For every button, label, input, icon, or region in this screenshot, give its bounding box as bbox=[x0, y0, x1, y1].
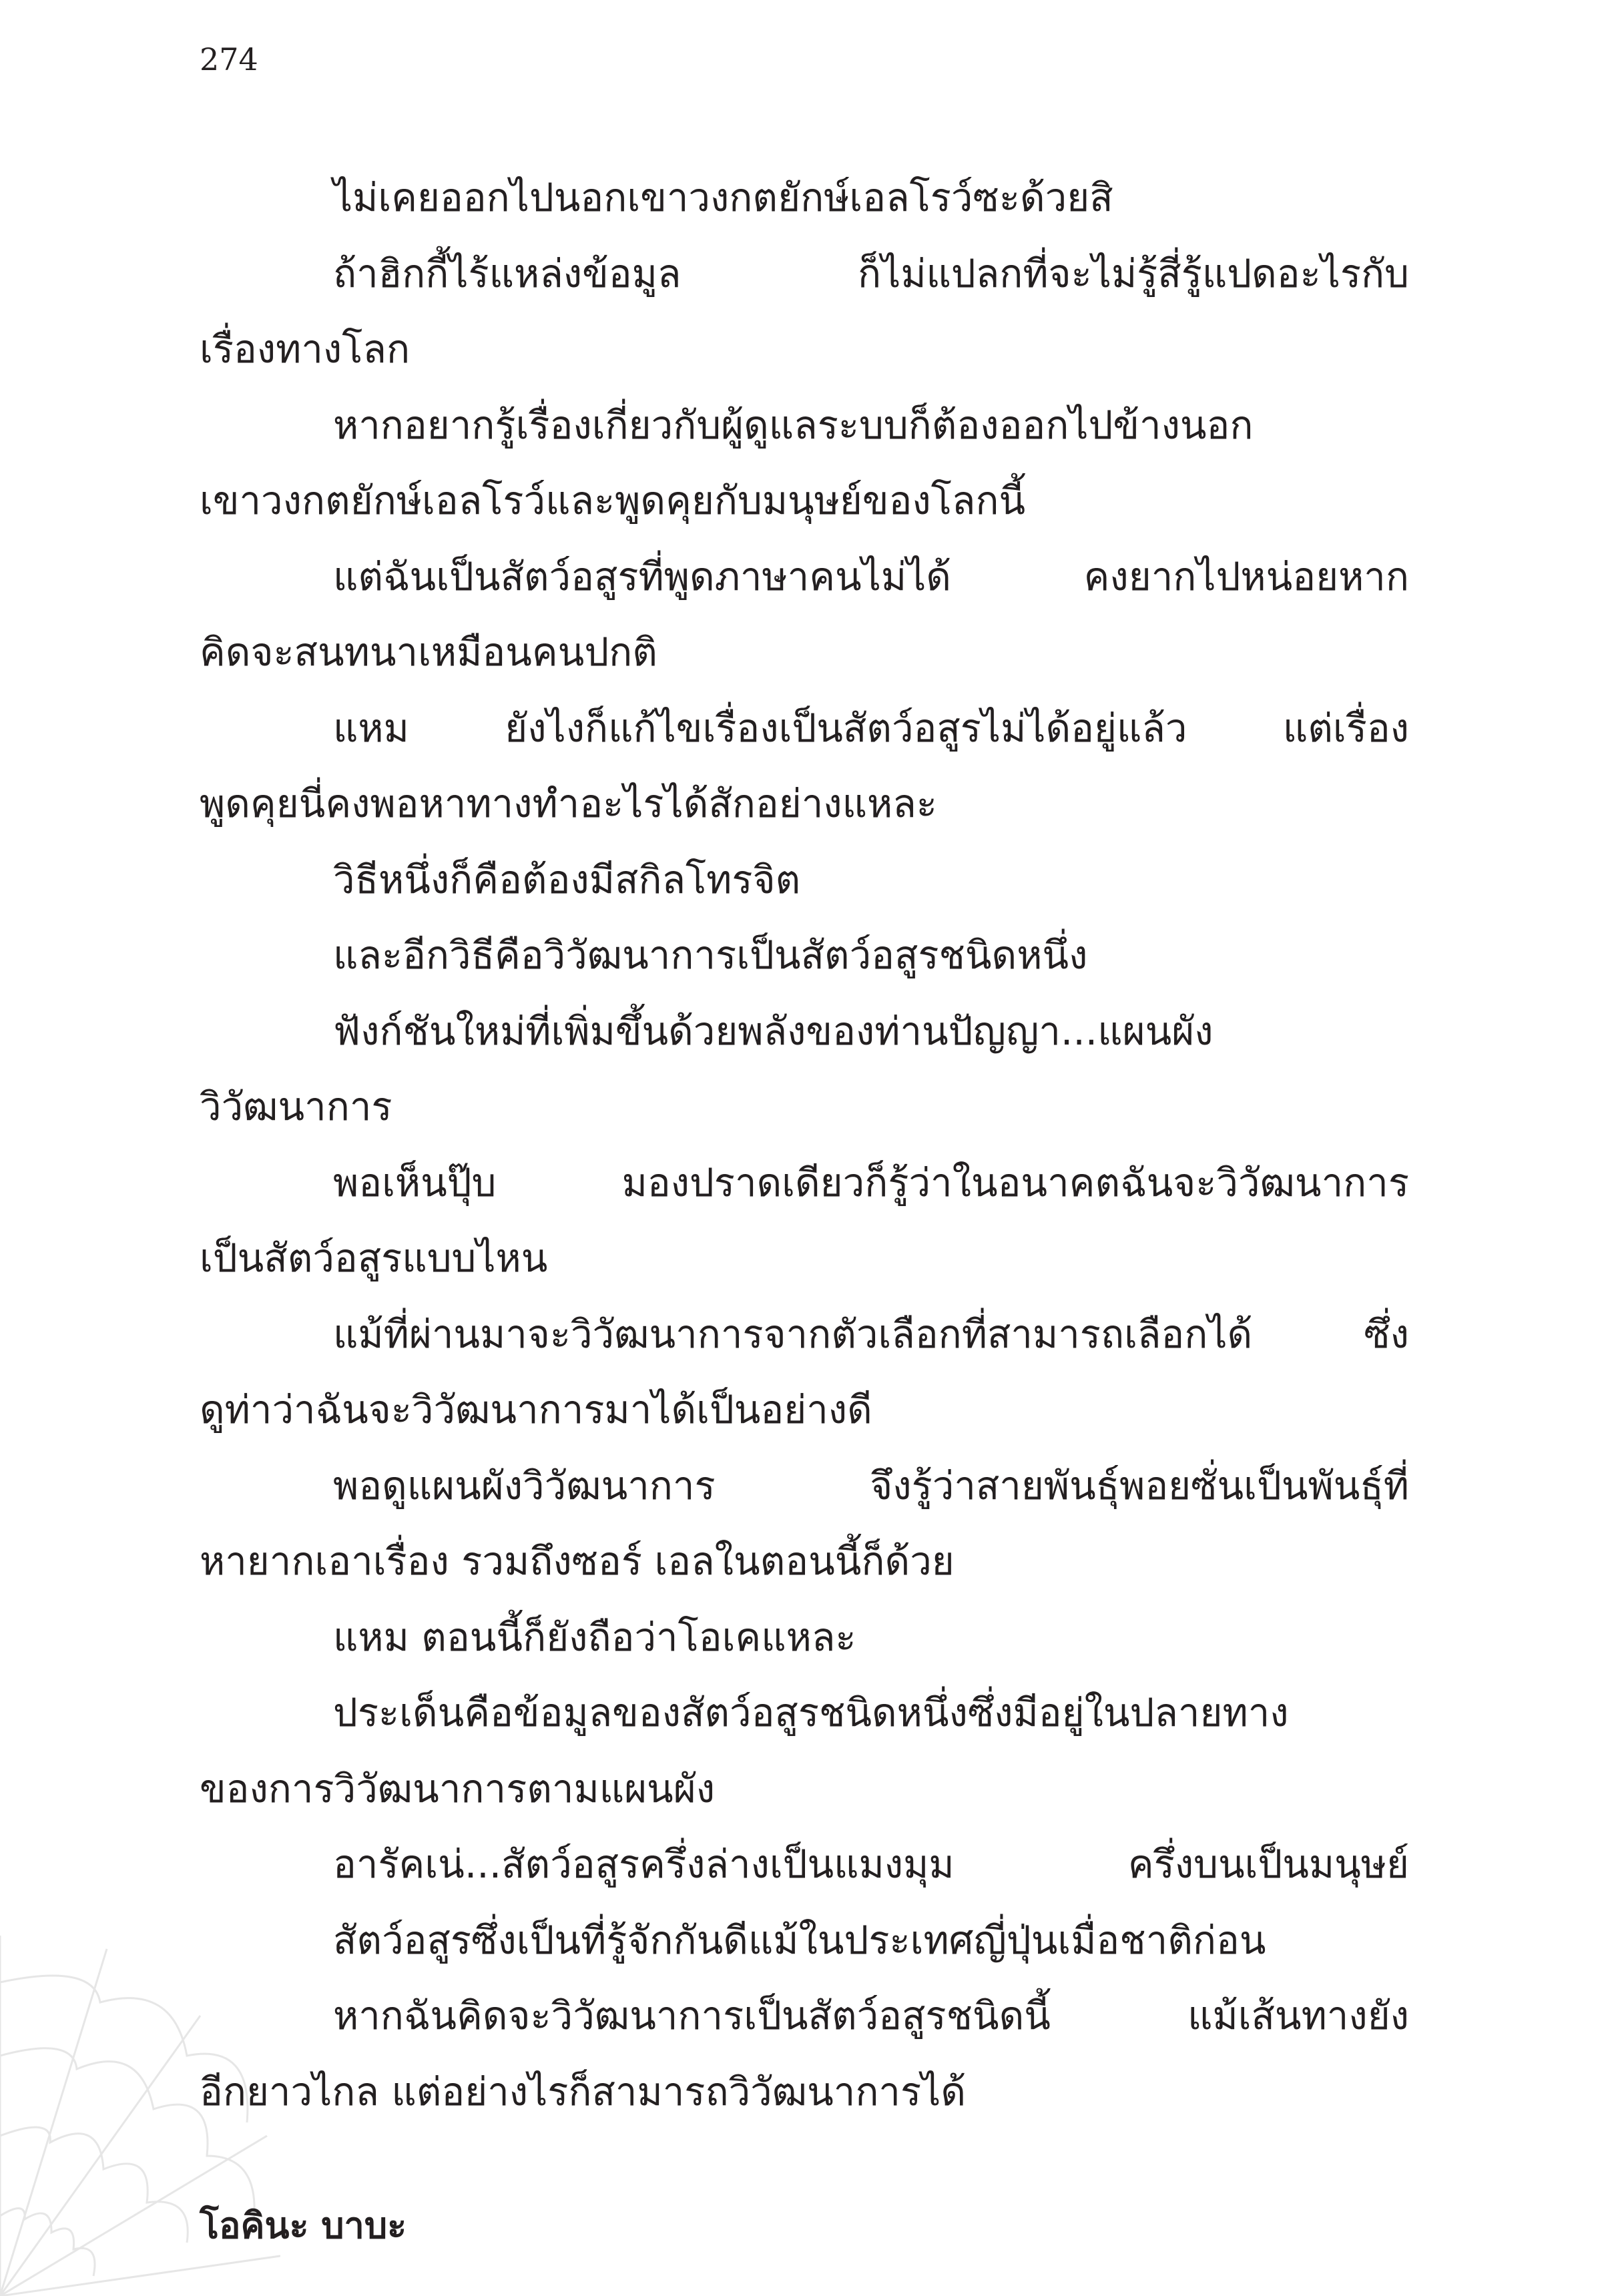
text-line: ฟังก์ชันใหม่ที่เพิ่มขึ้นด้วยพลังของท่านปัญญา...แผนผัง bbox=[333, 1008, 1214, 1054]
text-line: ประเด็นคือข้อมูลของสัตว์อสูรชนิดหนึ่งซึ่งมีอยู่ในปลายทาง bbox=[333, 1690, 1289, 1735]
text-line: สัตว์อสูรซึ่งเป็นที่รู้จักกันดีแม้ในประเทศญี่ปุ่นเมื่อชาติก่อน bbox=[333, 1917, 1266, 1963]
text-line: วิวัฒนาการ bbox=[200, 1084, 392, 1129]
text-line: ไม่เคยออกไปนอกเขาวงกตยักษ์เอลโรว์ซะด้วยสิ bbox=[333, 175, 1113, 220]
author-name: โอคินะ บาบะ bbox=[200, 2205, 407, 2247]
page-number: 274 bbox=[200, 41, 258, 77]
body-text bbox=[200, 160, 1409, 2130]
text-line: เรื่องทางโลก bbox=[200, 326, 411, 372]
text-line: แหม ยังไงก็แก้ไขเรื่องเป็นสัตว์อสูรไม่ได้อยู่แล้ว แต่เรื่อง bbox=[333, 705, 1409, 751]
text-line: ดูท่าว่าฉันจะวิวัฒนาการมาได้เป็นอย่างดี bbox=[200, 1387, 872, 1432]
text-line: อารัคเน่...สัตว์อสูรครึ่งล่างเป็นแมงมุม ครึ่งบนเป็นมนุษย์ bbox=[333, 1841, 1409, 1887]
text-line: พูดคุยนี่คงพอหาทางทำอะไรได้สักอย่างแหละ bbox=[200, 781, 937, 826]
text-line: เป็นสัตว์อสูรแบบไหน bbox=[200, 1235, 548, 1281]
text-line: คิดจะสนทนาเหมือนคนปกติ bbox=[200, 629, 657, 675]
text-line: และอีกวิธีคือวิวัฒนาการเป็นสัตว์อสูรชนิดหนึ่ง bbox=[333, 932, 1088, 978]
text-line: หายากเอาเรื่อง รวมถึงซอร์ เอลในตอนนี้ก็ด้วย bbox=[200, 1538, 955, 1584]
text-line: หากฉันคิดจะวิวัฒนาการเป็นสัตว์อสูรชนิดนี้ แม้เส้นทางยัง bbox=[333, 1993, 1409, 2038]
text-line: แต่ฉันเป็นสัตว์อสูรที่พูดภาษาคนไม่ได้ คงยากไปหน่อยหาก bbox=[333, 553, 1409, 599]
text-line: แม้ที่ผ่านมาจะวิวัฒนาการจากตัวเลือกที่สามารถเลือกได้ ซึ่ง bbox=[333, 1311, 1409, 1357]
text-line: วิธีหนึ่งก็คือต้องมีสกิลโทรจิต bbox=[333, 856, 801, 902]
text-line: พอดูแผนผังวิวัฒนาการ จึงรู้ว่าสายพันธุ์พอยซั่นเป็นพันธุ์ที่ bbox=[333, 1462, 1409, 1508]
text-line: แหม ตอนนี้ก็ยังถือว่าโอเคแหละ bbox=[333, 1614, 856, 1660]
text-line: พอเห็นปุ๊บ มองปราดเดียวก็รู้ว่าในอนาคตฉันจะวิวัฒนาการ bbox=[333, 1159, 1409, 1205]
text-line: ของการวิวัฒนาการตามแผนผัง bbox=[200, 1765, 716, 1811]
text-line: หากอยากรู้เรื่องเกี่ยวกับผู้ดูแลระบบก็ต้องออกไปข้างนอก bbox=[333, 402, 1254, 448]
text-line: อีกยาวไกล แต่อย่างไรก็สามารถวิวัฒนาการได้ bbox=[200, 2068, 966, 2114]
text-line: ถ้าฮิกกี้ไร้แหล่งข้อมูล ก็ไม่แปลกที่จะไม่รู้สี่รู้แปดอะไรกับ bbox=[333, 250, 1409, 296]
text-line: เขาวงกตยักษ์เอลโรว์และพูดคุยกับมนุษย์ของโลกนี้ bbox=[200, 478, 1026, 523]
